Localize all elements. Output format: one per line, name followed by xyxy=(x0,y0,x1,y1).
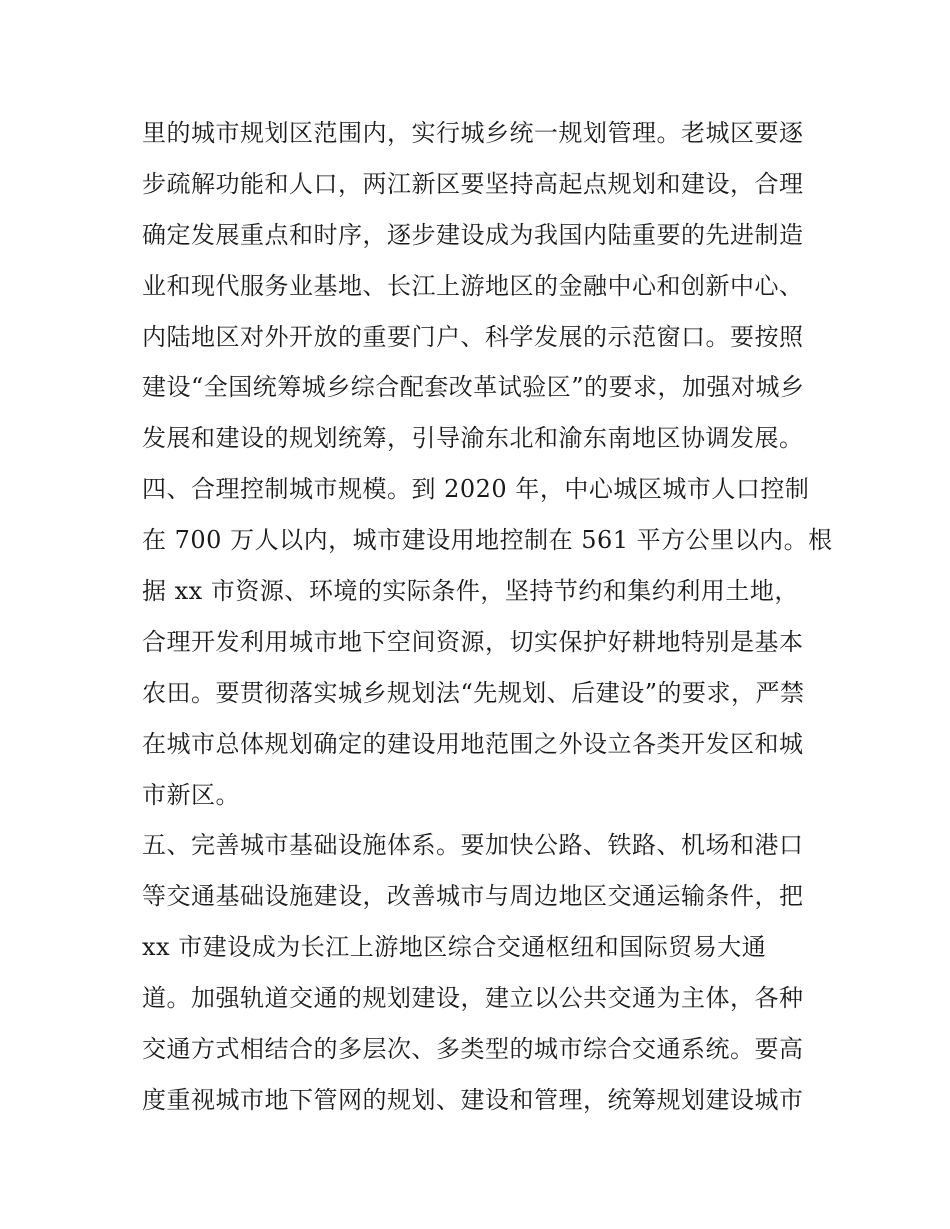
text-line: 步疏解功能和人口，两江新区要坚持高起点规划和建设，合理 xyxy=(142,169,804,198)
text-line: 四、合理控制城市规模。到 2020 年，中心城区城市人口控制 xyxy=(142,475,810,504)
text-line: 发展和建设的规划统筹，引导渝东北和渝东南地区协调发展。 xyxy=(142,424,804,453)
text-line: 在 700 万人以内，城市建设用地控制在 561 平方公里以内。根 xyxy=(142,526,833,555)
text-line: 内陆地区对外开放的重要门户、科学发展的示范窗口。要按照 xyxy=(142,322,804,351)
document-body xyxy=(142,108,833,1126)
text-line: 度重视城市地下管网的规划、建设和管理，统筹规划建设城市 xyxy=(142,1085,804,1114)
text-line: 建设“全国统筹城乡综合配套改革试验区”的要求，加强对城乡 xyxy=(142,373,805,402)
text-line: 里的城市规划区范围内，实行城乡统一规划管理。老城区要逐 xyxy=(142,119,804,147)
text-line: 交通方式相结合的多层次、多类型的城市综合交通系统。要高 xyxy=(142,1035,804,1064)
text-line: 业和现代服务业基地、长江上游地区的金融中心和创新中心、 xyxy=(142,271,804,300)
text-line: 确定发展重点和时序，逐步建设成为我国内陆重要的先进制造 xyxy=(142,220,804,249)
text-line: 合理开发利用城市地下空间资源，切实保护好耕地特别是基本 xyxy=(142,627,804,656)
text-line: 农田。要贯彻落实城乡规划法“先规划、后建设”的要求，严禁 xyxy=(142,678,805,707)
text-line: 据 xx 市资源、环境的实际条件，坚持节约和集约利用土地， xyxy=(142,577,799,606)
text-line: xx 市建设成为长江上游地区综合交通枢纽和国际贸易大通 xyxy=(142,933,767,962)
text-line: 道。加强轨道交通的规划建设，建立以公共交通为主体，各种 xyxy=(142,984,804,1013)
text-line: 五、完善城市基础设施体系。要加快公路、铁路、机场和港口 xyxy=(142,831,804,860)
text-line: 等交通基础设施建设，改善城市与周边地区交通运输条件，把 xyxy=(142,882,804,911)
text-line: 市新区。 xyxy=(142,780,240,809)
text-line: 在城市总体规划确定的建设用地范围之外设立各类开发区和城 xyxy=(142,729,804,758)
